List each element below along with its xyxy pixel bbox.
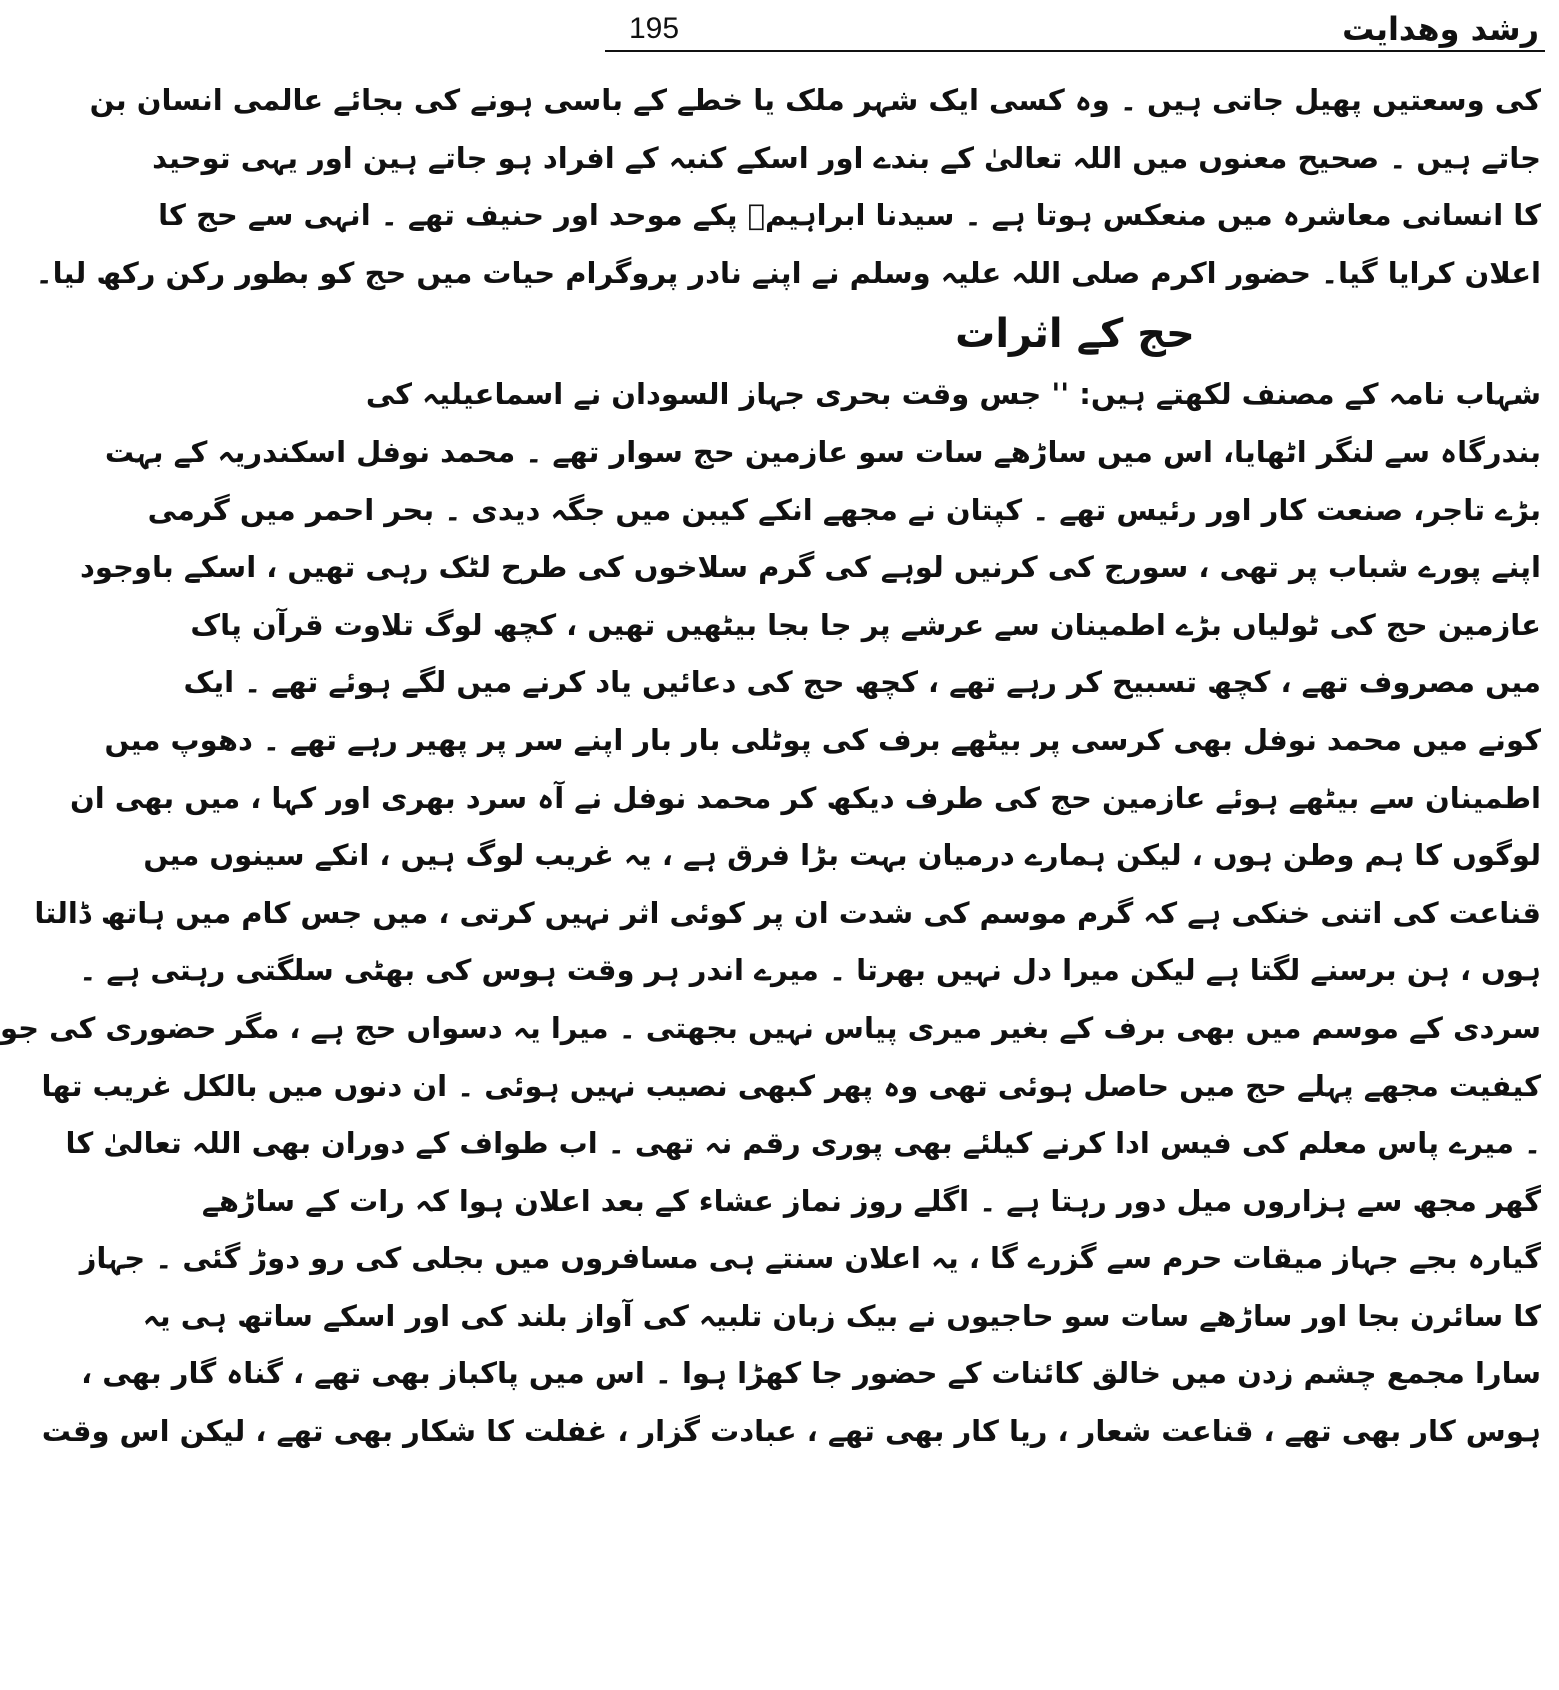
text-line: میں مصروف تھے ، کچھ تسبیح کر رہے تھے ، کچھ حج کی دعائیں یاد کرنے میں لگے ہوئے تھے ۔ ایک (183, 665, 1541, 700)
text-line: گھر مجھ سے ہزاروں میل دور رہتا ہے ۔ اگلے روز نماز عشاء کے بعد اعلان ہوا کہ رات کے ساڑھے (201, 1183, 1541, 1218)
text-line: کا انسانی معاشرہ میں منعکس ہوتا ہے ۔ سیدنا ابراہیمؑ پکے موحد اور حنیف تھے ۔ انہی سے حج کا (158, 198, 1541, 233)
paragraph-intro (35, 72, 1541, 302)
section-heading: حج کے اثرات (955, 311, 1195, 358)
text-line: قناعت کی اتنی خنکی ہے کہ گرم موسم کی شدت ان پر کوئی اثر نہیں کرتی ، میں جس کام میں ہاتھ ڈالتا (34, 895, 1541, 930)
text-line: کیفیت مجھے پہلے حج میں حاصل ہوئی تھی وہ پھر کبھی نصیب نہیں ہوئی ۔ ان دنوں میں بالکل غریب تھا (41, 1068, 1541, 1103)
text-line: شہاب نامہ کے مصنف لکھتے ہیں: '' جس وقت بحری جہاز السودان نے اسماعیلیہ کی (365, 377, 1541, 412)
text-line: ہوں ، ہن برسنے لگتا ہے لیکن میرا دل نہیں بھرتا ۔ میرے اندر ہر وقت ہوس کی بھٹی سلگتی رہتی ہے ۔ (79, 953, 1541, 988)
text-line: ہوس کار بھی تھے ، قناعت شعار ، ریا کار بھی تھے ، عبادت گزار ، غفلت کا شکار بھی تھے ، لیکن اس وقت (41, 1414, 1541, 1449)
text-line: بڑے تاجر، صنعت کار اور رئیس تھے ۔ کپتان نے مجھے انکے کیبن میں جگہ دیدی ۔ بحر احمر میں گرمی (147, 492, 1541, 527)
text-line: عازمین حج کی ٹولیاں بڑے اطمینان سے عرشے پر جا بجا بیٹھیں تھیں ، کچھ لوگ تلاوت قرآن پاک (190, 607, 1541, 642)
page-header (605, 8, 1545, 52)
text-line: اپنے پورے شباب پر تھی ، سورج کی کرنیں لوہے کی گرم سلاخوں کی طرح لٹک رہی تھیں ، اسکے باوجود (79, 550, 1541, 585)
text-line: سردی کے موسم میں بھی برف کے بغیر میری پیاس نہیں بجھتی ۔ میرا یہ دسواں حج ہے ، مگر حضوری کی جو (0, 1010, 1541, 1045)
text-line: کی وسعتیں پھیل جاتی ہیں ۔ وہ کسی ایک شہر ملک یا خطے کے باسی ہونے کی بجائے عالمی انسان بن (89, 83, 1541, 117)
text-line: کونے میں محمد نوفل بھی کرسی پر بیٹھے برف کی پوٹلی بار بار اپنے سر پر پھیر رہے تھے ۔ دھوپ میں (104, 722, 1541, 757)
text-line: گیارہ بجے جہاز میقات حرم سے گزرے گا ، یہ اعلان سنتے ہی مسافروں میں بجلی کی رو دوڑ گئی ۔ جہاز (79, 1241, 1541, 1276)
text-line: جاتے ہیں ۔ صحیح معنوں میں اللہ تعالیٰ کے بندے اور اسکے کنبہ کے افراد ہو جاتے ہین اور یہی توحید (152, 140, 1541, 175)
text-line: کا سائرن بجا اور ساڑھے سات سو حاجیوں نے بیک زبان تلبیہ کی آواز بلند کی اور اسکے ساتھ ہی یہ (142, 1298, 1541, 1333)
paragraph-quote (0, 366, 1541, 1460)
text-line: بندرگاہ سے لنگر اٹھایا، اس میں ساڑھے سات سو عازمین حج سوار تھے ۔ محمد نوفل اسکندریہ کے بہت (104, 434, 1541, 469)
book-title: رشد وھدایت (1342, 10, 1539, 48)
text-line: اطمینان سے بیٹھے ہوئے عازمین حج کی طرف دیکھ کر محمد نوفل نے آہ سرد بھری اور کہا ، میں بھی ان (70, 780, 1541, 815)
text-line: لوگوں کا ہم وطن ہوں ، لیکن ہمارے درمیان بہت بڑا فرق ہے ، یہ غریب لوگ ہیں ، انکے سینوں میں (143, 838, 1541, 873)
page-number: 195 (629, 12, 680, 45)
text-line: سارا مجمع چشم زدن میں خالق کائنات کے حضور جا کھڑا ہوا ۔ اس میں پاکباز بھی تھے ، گناہ گار بھی ، (81, 1356, 1541, 1391)
page-body (0, 72, 1541, 1461)
text-line: اعلان کرایا گیا۔ حضور اکرم صلی اللہ علیہ وسلم نے اپنے نادر پروگرام حیات میں حج کو بطور رکن رکھ لیا۔ (35, 255, 1541, 290)
text-line: ۔ میرے پاس معلم کی فیس ادا کرنے کیلئے بھی پوری رقم نہ تھی ۔ اب طواف کے دوران بھی اللہ تعالیٰ کا (65, 1126, 1541, 1161)
